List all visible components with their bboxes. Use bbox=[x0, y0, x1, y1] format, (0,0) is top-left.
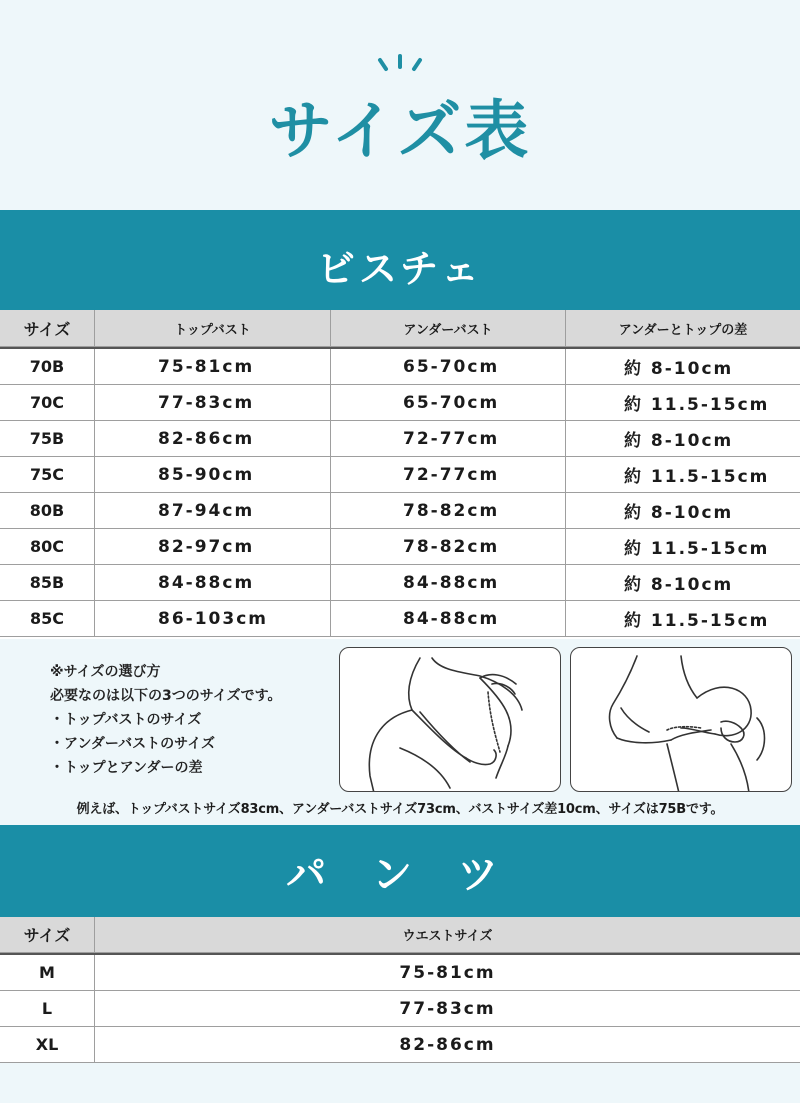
cell-under-bust: 65-70cm bbox=[331, 349, 566, 385]
cell-top-bust: 75-81cm bbox=[95, 349, 331, 385]
column-header-difference: アンダーとトップの差 bbox=[566, 310, 800, 347]
table-row bbox=[0, 1027, 800, 1063]
table-header-row bbox=[0, 310, 800, 347]
cell-difference: 約 11.5-15cm bbox=[566, 529, 800, 565]
cell-waist: 75-81cm bbox=[95, 955, 800, 991]
cell-under-bust: 65-70cm bbox=[331, 385, 566, 421]
table-header-row bbox=[0, 917, 800, 953]
cell-top-bust: 82-86cm bbox=[95, 421, 331, 457]
cell-size: 85C bbox=[0, 601, 95, 637]
notes-item: ・アンダーバストのサイズ bbox=[50, 736, 216, 752]
table-row bbox=[0, 955, 800, 991]
sparkle-lines-icon bbox=[372, 52, 428, 74]
cell-waist: 82-86cm bbox=[95, 1027, 800, 1063]
cell-top-bust: 86-103cm bbox=[95, 601, 331, 637]
table-row bbox=[0, 457, 800, 493]
table-row bbox=[0, 565, 800, 601]
cell-difference: 約 11.5-15cm bbox=[566, 385, 800, 421]
measuring-under-bust-illustration bbox=[570, 647, 792, 792]
size-guide-notes bbox=[50, 660, 282, 780]
cell-top-bust: 82-97cm bbox=[95, 529, 331, 565]
page-title: サイズ表 bbox=[268, 95, 532, 169]
cell-under-bust: 78-82cm bbox=[331, 493, 566, 529]
cell-size: 80C bbox=[0, 529, 95, 565]
cell-size: L bbox=[0, 991, 95, 1027]
table-row bbox=[0, 385, 800, 421]
pants-size-table bbox=[0, 917, 800, 1063]
cell-difference: 約 11.5-15cm bbox=[566, 457, 800, 493]
table-row bbox=[0, 529, 800, 565]
table-row bbox=[0, 493, 800, 529]
column-header-under-bust: アンダーバスト bbox=[331, 310, 566, 347]
cell-size: 80B bbox=[0, 493, 95, 529]
cell-size: 85B bbox=[0, 565, 95, 601]
cell-difference: 約 8-10cm bbox=[566, 565, 800, 601]
measuring-top-bust-illustration bbox=[339, 647, 561, 792]
column-header-size: サイズ bbox=[0, 310, 95, 347]
cell-top-bust: 84-88cm bbox=[95, 565, 331, 601]
column-header-top-bust: トップバスト bbox=[95, 310, 331, 347]
cell-under-bust: 72-77cm bbox=[331, 421, 566, 457]
section-title-pants: パ ン ツ bbox=[286, 852, 514, 898]
notes-title: ※サイズの選び方 bbox=[50, 664, 161, 680]
cell-size: 75B bbox=[0, 421, 95, 457]
cell-size: 75C bbox=[0, 457, 95, 493]
cell-under-bust: 84-88cm bbox=[331, 601, 566, 637]
notes-item: ・トップとアンダーの差 bbox=[50, 760, 203, 776]
cell-difference: 約 8-10cm bbox=[566, 421, 800, 457]
table-row bbox=[0, 991, 800, 1027]
table-row bbox=[0, 601, 800, 637]
section-header-pants bbox=[0, 825, 800, 917]
cell-top-bust: 77-83cm bbox=[95, 385, 331, 421]
cell-difference: 約 8-10cm bbox=[566, 349, 800, 385]
section-title-bustier: ビスチェ bbox=[316, 247, 484, 291]
notes-intro: 必要なのは以下の3つのサイズです。 bbox=[50, 688, 282, 704]
notes-item: ・トップバストのサイズ bbox=[50, 712, 202, 728]
cell-top-bust: 85-90cm bbox=[95, 457, 331, 493]
cell-under-bust: 72-77cm bbox=[331, 457, 566, 493]
cell-waist: 77-83cm bbox=[95, 991, 800, 1027]
column-header-waist: ウエストサイズ bbox=[95, 917, 800, 953]
hero-header bbox=[0, 0, 800, 210]
cell-top-bust: 87-94cm bbox=[95, 493, 331, 529]
cell-size: M bbox=[0, 955, 95, 991]
cell-size: XL bbox=[0, 1027, 95, 1063]
table-row bbox=[0, 349, 800, 385]
cell-under-bust: 78-82cm bbox=[331, 529, 566, 565]
section-header-bustier bbox=[0, 210, 800, 310]
table-row bbox=[0, 421, 800, 457]
column-header-size: サイズ bbox=[0, 917, 95, 953]
cell-size: 70B bbox=[0, 349, 95, 385]
cell-difference: 約 8-10cm bbox=[566, 493, 800, 529]
cell-size: 70C bbox=[0, 385, 95, 421]
cell-difference: 約 11.5-15cm bbox=[566, 601, 800, 637]
bustier-size-table bbox=[0, 310, 800, 639]
size-example-text: 例えば、トップバストサイズ83cm、アンダーバストサイズ73cm、バストサイズ差10cm、サイズは75Bです。 bbox=[76, 802, 724, 817]
cell-under-bust: 84-88cm bbox=[331, 565, 566, 601]
